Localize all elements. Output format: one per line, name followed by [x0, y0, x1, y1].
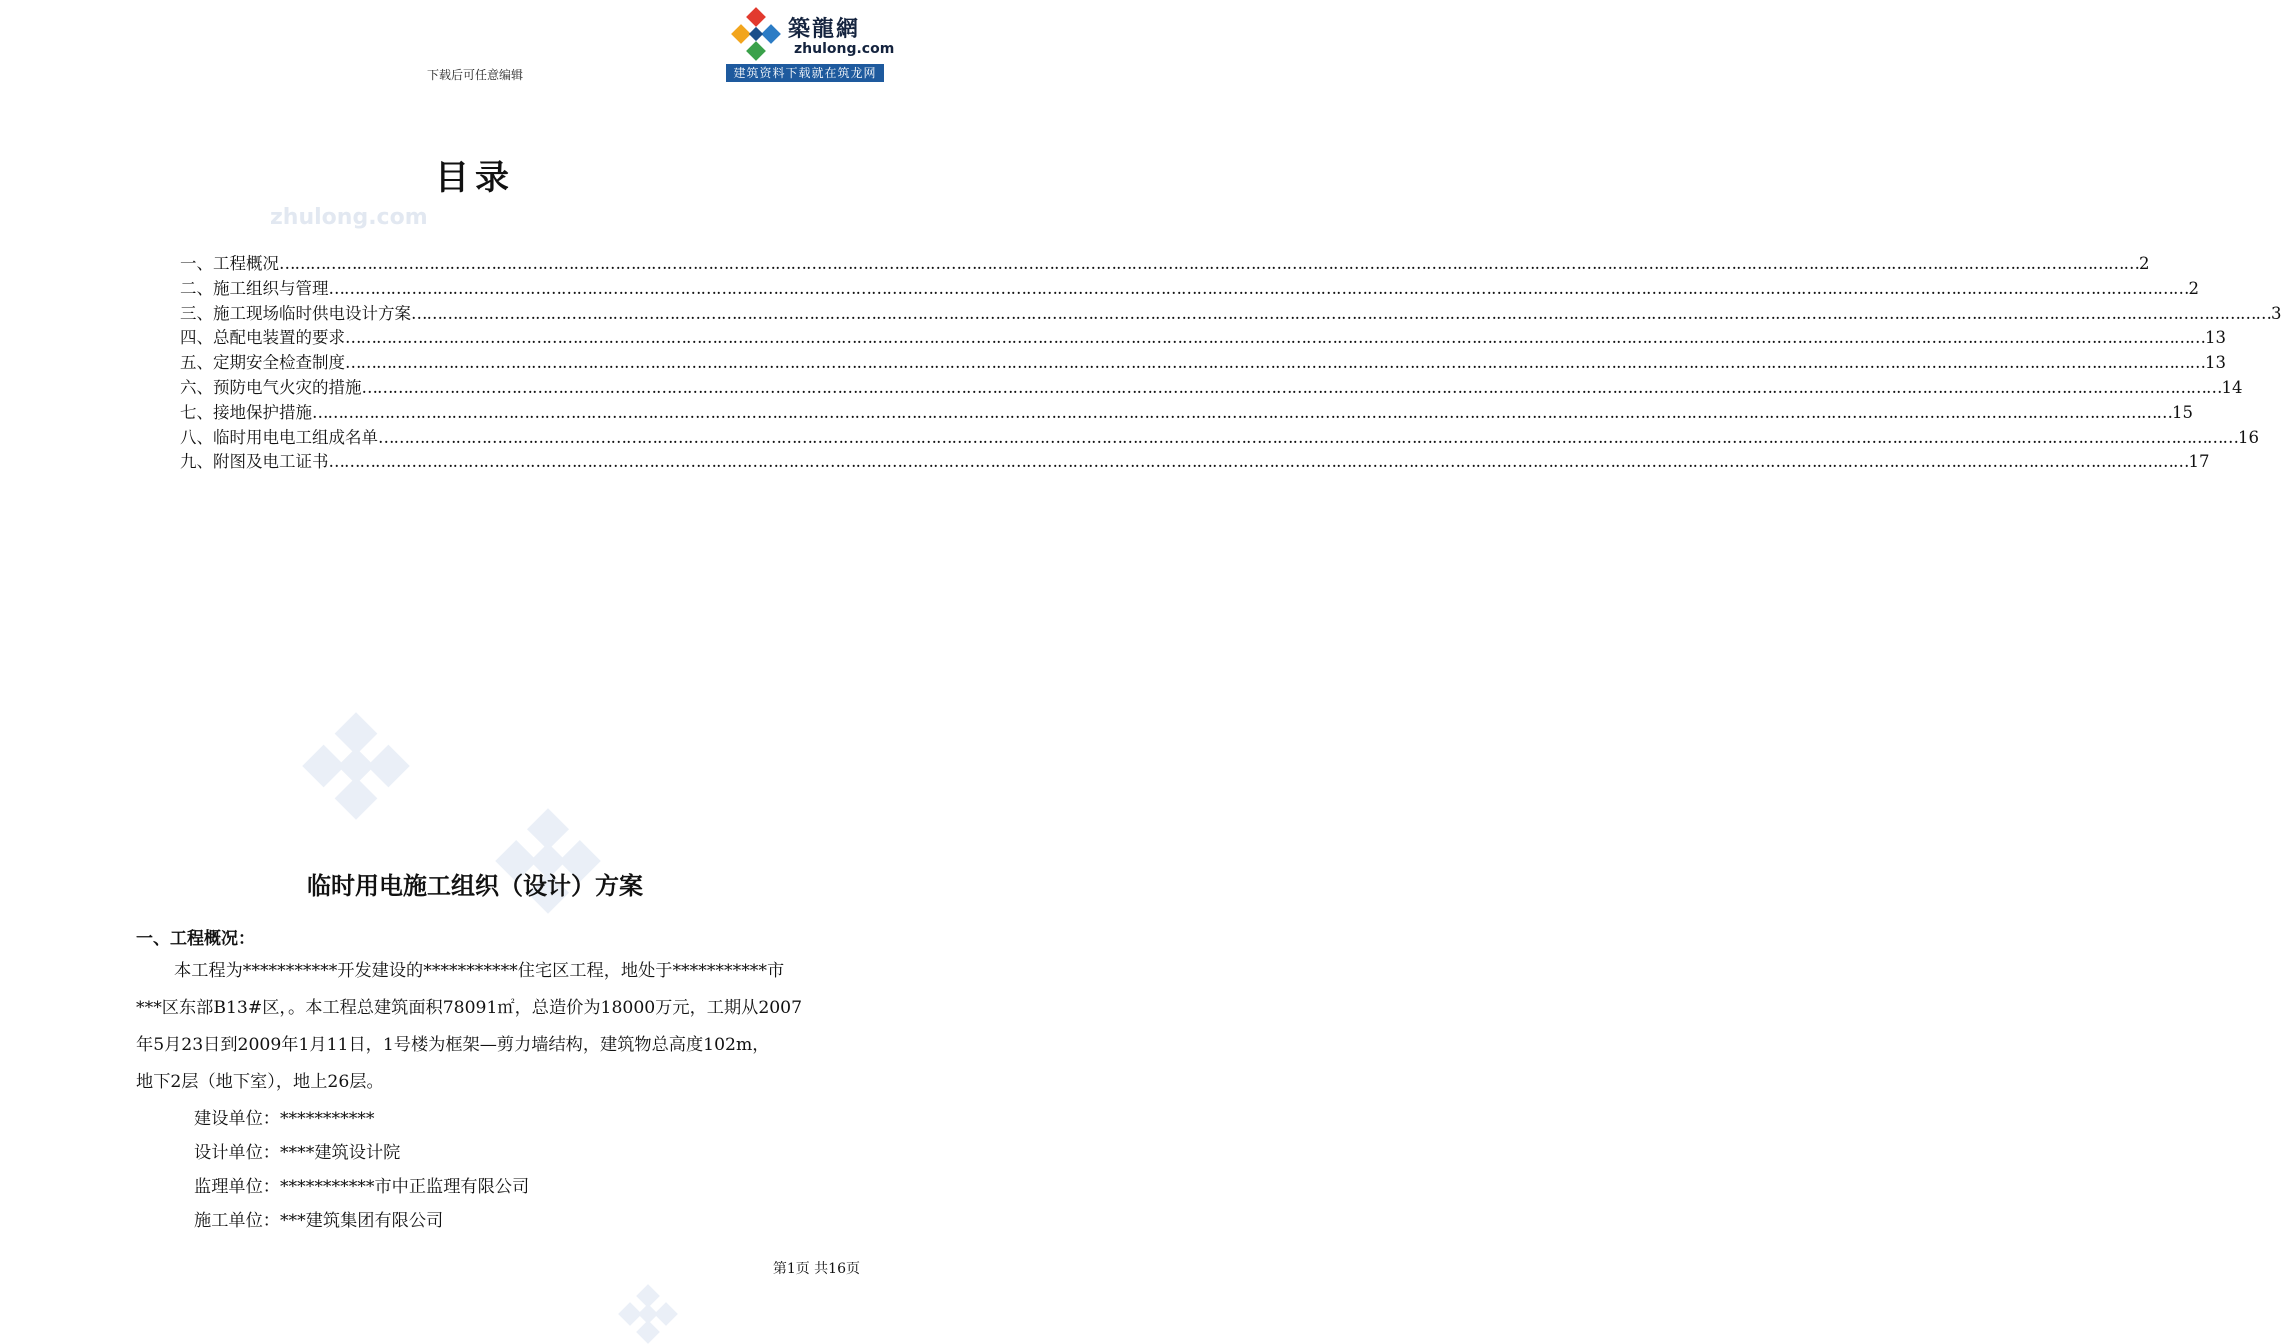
- logo-slogan: 建筑资料下载就在筑龙网: [726, 64, 884, 82]
- toc-item: [180, 300, 2282, 325]
- toc-item-label: 三、施工现场临时供电设计方案: [180, 303, 411, 323]
- unit-label: 施工单位：: [194, 1211, 280, 1231]
- paragraph-line: 本工程为***********开发建设的***********住宅区工程，地处于***********市: [174, 961, 785, 981]
- toc-leader-dots: ………………………………………………………………………………………………………………………………………………………………………………………………………………………………………………………………………………………………………………………………: [411, 303, 2271, 323]
- toc-leader-dots: ………………………………………………………………………………………………………………………………………………………………………………………………………………………………………………………………………………………………………………………………: [361, 377, 2222, 397]
- toc-leader-dots: ………………………………………………………………………………………………………………………………………………………………………………………………………………………………………………………………………………………………………………………………: [328, 278, 2189, 298]
- toc-item: [180, 324, 2226, 349]
- zhulong-logo-icon: [730, 8, 782, 60]
- page-number: 第1页 共16页: [772, 1261, 860, 1277]
- toc-item-page: 13: [2205, 353, 2226, 373]
- toc-item-label: 七、接地保护措施: [180, 402, 312, 422]
- toc-item: [180, 399, 2193, 424]
- toc-item: [180, 275, 2199, 300]
- toc-item-label: 九、附图及电工证书: [180, 452, 329, 472]
- document-title: 临时用电施工组织（设计）方案: [307, 872, 643, 900]
- toc-item-page: 16: [2238, 427, 2259, 447]
- toc-item-label: 二、施工组织与管理: [180, 278, 329, 298]
- unit-value: ***建筑集团有限公司: [279, 1211, 444, 1231]
- toc-leader-dots: ………………………………………………………………………………………………………………………………………………………………………………………………………………………………………………………………………………………………………………………………: [279, 254, 2139, 273]
- unit-value: ***********市中正监理有限公司: [279, 1177, 530, 1197]
- toc-item-label: 一、工程概况: [180, 254, 279, 273]
- unit-row-contractor: [194, 1206, 443, 1231]
- toc-item-page: 15: [2172, 402, 2193, 422]
- toc-leader-dots: ………………………………………………………………………………………………………………………………………………………………………………………………………………………………………………………………………………………………………………………………: [312, 402, 2172, 422]
- toc-leader-dots: ………………………………………………………………………………………………………………………………………………………………………………………………………………………………………………………………………………………………………………………………: [328, 452, 2189, 472]
- unit-label: 设计单位：: [194, 1143, 280, 1163]
- toc-item-label: 六、预防电气火灾的措施: [180, 377, 362, 397]
- site-logo: [726, 6, 895, 82]
- unit-row-supervisor: [194, 1172, 529, 1197]
- toc-item-page: 2: [2188, 278, 2199, 298]
- unit-value: ***********: [279, 1109, 375, 1129]
- toc-item-page: 2: [2139, 254, 2150, 273]
- paragraph-line: 地下2层（地下室），地上26层。: [136, 1072, 384, 1092]
- unit-label: 建设单位：: [194, 1109, 280, 1129]
- table-of-contents: [180, 250, 2282, 473]
- unit-value: ****建筑设计院: [279, 1143, 401, 1163]
- paragraph-line: 年5月23日到2009年1月11日，1号楼为框架—剪力墙结构，建筑物总高度102m，: [136, 1035, 770, 1055]
- project-overview-paragraph: [136, 953, 860, 1101]
- toc-item-page: 17: [2188, 452, 2210, 472]
- toc-item: [180, 448, 2210, 473]
- toc-item-label: 八、临时用电电工组成名单: [180, 427, 378, 447]
- unit-row-owner: [194, 1104, 374, 1129]
- toc-item-label: 五、定期安全检查制度: [180, 353, 345, 373]
- toc-item: [180, 374, 2243, 399]
- logo-name-cn: 築龍網: [788, 16, 861, 42]
- logo-domain: zhulong.com: [794, 41, 895, 57]
- toc-title: 目录: [435, 158, 515, 198]
- toc-item: [180, 250, 2150, 275]
- unit-row-designer: [194, 1138, 400, 1163]
- watermark-flower-icon: [616, 1284, 680, 1344]
- paragraph-line: ***区东部B13#区，。本工程总建筑面积78091㎡，总造价为18000万元，工期从2007: [136, 998, 803, 1018]
- toc-leader-dots: ………………………………………………………………………………………………………………………………………………………………………………………………………………………………………………………………………………………………………………………………: [378, 427, 2238, 447]
- watermark-text: zhulong.com: [270, 205, 428, 230]
- section-heading: 一、工程概况：: [136, 929, 255, 949]
- toc-leader-dots: ………………………………………………………………………………………………………………………………………………………………………………………………………………………………………………………………………………………………………………………………: [345, 353, 2205, 373]
- toc-item: [180, 349, 2226, 374]
- toc-item-label: 四、总配电装置的要求: [180, 328, 345, 348]
- header-note: 下载后可任意编辑: [426, 68, 523, 82]
- toc-item-page: 13: [2205, 328, 2226, 348]
- toc-item-page: 3: [2271, 303, 2282, 323]
- watermark-flower-icon: [302, 712, 410, 820]
- toc-item-page: 14: [2221, 377, 2243, 397]
- toc-leader-dots: ………………………………………………………………………………………………………………………………………………………………………………………………………………………………………………………………………………………………………………………………: [345, 328, 2205, 348]
- unit-label: 监理单位：: [194, 1177, 280, 1197]
- toc-item: [180, 424, 2259, 449]
